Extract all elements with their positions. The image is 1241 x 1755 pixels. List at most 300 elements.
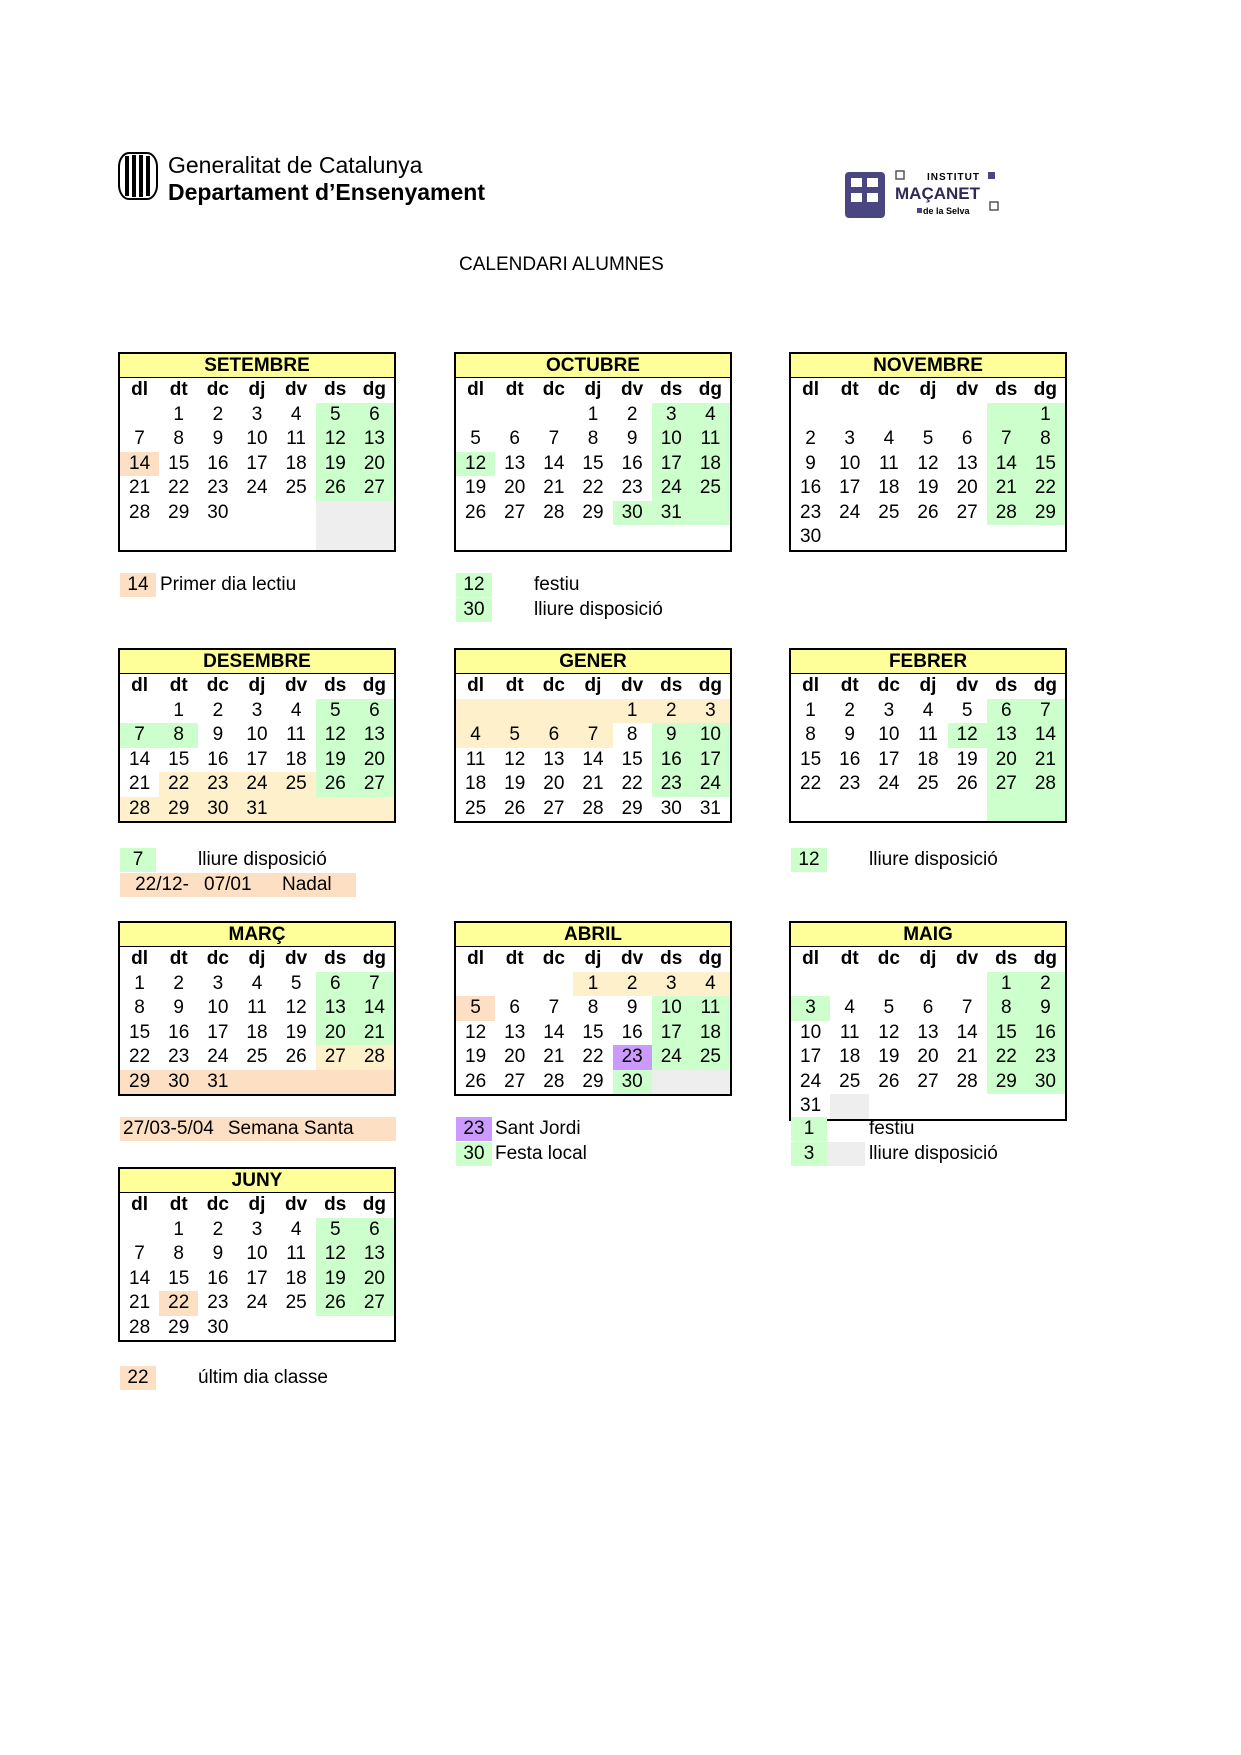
legend-swatch: 30	[456, 1142, 492, 1166]
legend-free-day	[456, 598, 663, 622]
weekday-header: ds	[660, 379, 683, 400]
day-cell: 18	[285, 1267, 307, 1289]
day-cell: 10	[652, 996, 691, 1021]
day-cell: 17	[207, 1021, 229, 1043]
day-cell: 8	[587, 997, 599, 1018]
day-cell: 12	[285, 997, 307, 1018]
day-cell: 21	[355, 1021, 394, 1046]
empty-cell	[355, 525, 394, 550]
day-cell: 24	[246, 477, 268, 498]
legend-swatch: 30	[456, 598, 492, 622]
day-cell: 27	[917, 1070, 939, 1092]
day-cell: 16	[1026, 1021, 1065, 1046]
weekday-header: dc	[877, 675, 900, 696]
day-cell: 20	[504, 1046, 526, 1067]
legend-free-day	[791, 1142, 998, 1166]
day-cell: 10	[800, 1021, 822, 1043]
institute-town: de la Selva	[923, 206, 970, 216]
legend-swatch: 14	[120, 573, 156, 597]
day-cell: 16	[839, 748, 861, 770]
day-cell: 25	[465, 797, 487, 819]
legend-swatch-blank	[827, 1142, 865, 1166]
day-cell: 14	[987, 452, 1026, 477]
day-cell: 10	[246, 1243, 268, 1264]
month-grid	[120, 1193, 394, 1340]
day-cell: 23	[168, 1046, 190, 1067]
day-cell: 12	[917, 452, 939, 474]
weekday-header: ds	[660, 948, 683, 969]
day-cell: 11	[691, 996, 730, 1021]
weekday-header: dt	[505, 948, 524, 969]
legend-easter	[120, 1117, 396, 1141]
day-cell: 1	[134, 972, 145, 994]
day-cell: 29	[582, 1070, 604, 1092]
weekday-header: dj	[248, 675, 266, 696]
month-grid	[120, 947, 394, 1094]
legend-local-holiday	[456, 1142, 587, 1166]
generalitat-emblem-icon	[118, 152, 158, 200]
day-cell: 14	[582, 748, 604, 770]
empty-cell	[316, 525, 355, 550]
day-cell: 28	[956, 1070, 978, 1092]
day-cell: 3	[883, 699, 895, 721]
day-cell: 5	[495, 723, 534, 748]
month-grid	[120, 378, 394, 550]
weekday-header: dg	[362, 379, 387, 400]
day-cell: 13	[543, 748, 565, 770]
weekday-header: dg	[698, 675, 723, 696]
legend-swatch: 22	[120, 1366, 156, 1390]
day-cell: 29	[987, 1070, 1026, 1095]
day-cell: 19	[878, 1046, 900, 1067]
empty-cell	[237, 525, 276, 550]
day-cell: 17	[246, 1267, 268, 1289]
day-cell: 19	[316, 1267, 355, 1292]
day-cell: 26	[917, 501, 939, 523]
day-cell: 24	[246, 1292, 268, 1313]
day-cell: 17	[652, 452, 691, 477]
day-cell: 17	[246, 748, 268, 770]
day-cell: 15	[621, 748, 643, 770]
weekday-header: dg	[1033, 675, 1058, 696]
legend-label: festiu	[869, 1118, 915, 1139]
legend-label: lliure disposició	[198, 849, 327, 870]
day-cell: 16	[207, 452, 229, 474]
day-cell: 8	[173, 428, 184, 449]
empty-cell	[495, 403, 534, 428]
day-cell: 6	[355, 1218, 394, 1243]
weekday-header: dl	[131, 1194, 149, 1215]
day-cell: 26	[465, 1070, 487, 1092]
weekday-header: dt	[505, 675, 524, 696]
day-cell: 6	[922, 997, 934, 1018]
empty-cell	[495, 972, 534, 997]
day-cell: 18	[917, 748, 939, 770]
empty-cell	[316, 1070, 355, 1095]
day-cell: 22	[129, 1046, 151, 1067]
day-cell: 26	[465, 501, 487, 523]
day-cell: 19	[465, 477, 487, 498]
month-name: MAIG	[791, 923, 1065, 947]
empty-cell	[355, 797, 394, 822]
weekday-header: dt	[169, 675, 188, 696]
month-name: SETEMBRE	[120, 354, 394, 378]
day-cell: 28	[120, 797, 159, 822]
weekday-header: dj	[919, 379, 937, 400]
legend-holiday	[791, 1117, 914, 1141]
day-cell: 13	[355, 1242, 394, 1267]
day-cell: 31	[198, 1070, 237, 1095]
month-grid	[120, 674, 394, 821]
month-name: NOVEMBRE	[791, 354, 1065, 378]
day-cell: 24	[652, 476, 691, 501]
day-cell: 11	[878, 452, 899, 474]
day-cell: 26	[316, 476, 355, 501]
empty-cell	[534, 525, 573, 550]
day-cell: 28	[543, 1070, 565, 1092]
day-cell: 6	[961, 428, 973, 449]
day-cell: 9	[652, 723, 691, 748]
day-cell: 23	[839, 773, 861, 794]
day-cell: 19	[316, 452, 355, 477]
legend-label: últim dia classe	[198, 1367, 328, 1388]
day-cell: 5	[316, 699, 355, 724]
day-cell: 19	[285, 1021, 307, 1043]
empty-cell	[120, 699, 159, 724]
empty-cell	[456, 525, 495, 550]
month-name: JUNY	[120, 1169, 394, 1193]
day-cell: 1	[805, 699, 816, 721]
weekday-header: dt	[169, 1194, 188, 1215]
empty-cell	[948, 797, 987, 822]
day-cell: 15	[168, 452, 190, 474]
day-cell: 18	[691, 1021, 730, 1046]
day-cell: 2	[805, 428, 816, 449]
day-cell: 21	[987, 476, 1026, 501]
weekday-header: dv	[285, 948, 308, 969]
day-cell: 29	[168, 1316, 190, 1338]
weekday-header: ds	[660, 675, 683, 696]
weekday-header: dv	[621, 948, 644, 969]
day-cell: 15	[168, 1267, 190, 1289]
empty-cell	[948, 1094, 987, 1119]
day-cell: 30	[207, 1316, 229, 1338]
legend-swatch-end: 07/01	[204, 874, 252, 895]
day-cell: 19	[316, 748, 355, 773]
weekday-header: dv	[621, 675, 644, 696]
day-cell: 8	[173, 1243, 184, 1264]
weekday-header: dc	[542, 379, 565, 400]
day-cell: 22	[987, 1045, 1026, 1070]
day-cell: 26	[956, 773, 978, 794]
month-name: GENER	[456, 650, 730, 674]
day-cell: 27	[355, 1291, 394, 1316]
weekday-header: dj	[248, 1194, 266, 1215]
day-cell: 10	[246, 724, 268, 745]
day-cell: 28	[582, 797, 604, 819]
empty-cell	[277, 1070, 316, 1095]
day-cell: 16	[800, 477, 822, 498]
weekday-header: dl	[802, 948, 820, 969]
legend-free-day	[120, 848, 327, 872]
day-cell: 4	[883, 428, 895, 449]
empty-cell	[1026, 1094, 1065, 1119]
day-cell: 18	[246, 1021, 268, 1043]
weekday-header: ds	[995, 948, 1018, 969]
day-cell: 6	[987, 699, 1026, 724]
day-cell: 12	[878, 1021, 900, 1043]
day-cell: 3	[212, 972, 224, 994]
day-cell: 9	[212, 724, 224, 745]
month-maig	[789, 921, 1067, 1121]
day-cell: 3	[791, 996, 830, 1021]
day-cell: 1	[173, 699, 184, 721]
day-cell: 21	[582, 773, 604, 794]
day-cell: 27	[504, 501, 526, 523]
empty-cell	[869, 403, 908, 428]
generalitat-name: Generalitat de Catalunya	[168, 152, 423, 178]
day-cell: 5	[961, 699, 973, 721]
day-cell: 2	[626, 403, 638, 425]
weekday-header: dj	[919, 948, 937, 969]
empty-cell	[159, 525, 198, 550]
day-cell: 9	[805, 452, 816, 474]
day-cell: 5	[290, 972, 302, 994]
day-cell: 4	[844, 997, 855, 1018]
empty-cell	[948, 972, 987, 997]
weekday-header: dv	[956, 948, 979, 969]
month-name: ABRIL	[456, 923, 730, 947]
day-cell: 18	[465, 773, 487, 794]
day-cell: 20	[543, 773, 565, 794]
generalitat-logo	[118, 152, 485, 208]
day-cell: 1	[587, 403, 599, 425]
empty-cell	[198, 525, 237, 550]
weekday-header: dc	[206, 1194, 229, 1215]
weekday-header: dl	[131, 379, 149, 400]
day-cell: 30	[159, 1070, 198, 1095]
legend-label: Sant Jordi	[495, 1118, 581, 1139]
day-cell: 20	[504, 477, 526, 498]
legend-swatch: 23	[456, 1117, 492, 1141]
day-cell: 3	[652, 972, 691, 997]
day-cell: 17	[246, 452, 268, 474]
empty-cell	[316, 797, 355, 822]
day-cell: 19	[504, 773, 526, 794]
day-cell: 24	[800, 1070, 822, 1092]
day-cell: 7	[134, 1243, 145, 1264]
day-cell: 1	[173, 1218, 184, 1240]
day-cell: 8	[1026, 427, 1065, 452]
institute-label: INSTITUT	[927, 172, 980, 183]
empty-cell	[691, 1070, 730, 1095]
day-cell: 25	[277, 772, 316, 797]
weekday-header: dg	[698, 379, 723, 400]
legend-label: lliure disposició	[534, 599, 663, 620]
day-cell: 26	[504, 797, 526, 819]
empty-cell	[830, 972, 869, 997]
month-setembre	[118, 352, 396, 552]
month-name: OCTUBRE	[456, 354, 730, 378]
legend-label: lliure disposició	[869, 849, 998, 870]
day-cell: 27	[956, 501, 978, 523]
day-cell: 12	[316, 1242, 355, 1267]
day-cell: 29	[120, 1070, 159, 1095]
day-cell: 9	[1026, 996, 1065, 1021]
day-cell: 22	[582, 1046, 604, 1067]
weekday-header: dt	[169, 948, 188, 969]
legend-label: Semana Santa	[227, 1118, 354, 1139]
day-cell: 25	[691, 1045, 730, 1070]
empty-cell	[277, 525, 316, 550]
day-cell: 14	[543, 1021, 565, 1043]
day-cell: 30	[613, 1070, 652, 1095]
day-cell: 14	[129, 1267, 151, 1289]
day-cell: 16	[621, 452, 643, 474]
day-cell: 5	[316, 1218, 355, 1243]
day-cell: 8	[805, 724, 816, 745]
weekday-header: dj	[584, 675, 602, 696]
day-cell: 10	[207, 997, 229, 1018]
day-cell: 14	[120, 452, 159, 477]
day-cell: 28	[1026, 772, 1065, 797]
day-cell: 12	[316, 427, 355, 452]
day-cell: 13	[355, 723, 394, 748]
day-cell: 26	[285, 1046, 307, 1067]
day-cell: 2	[173, 972, 184, 994]
day-cell: 14	[956, 1021, 978, 1043]
day-cell: 31	[237, 797, 276, 822]
day-cell: 7	[573, 723, 612, 748]
day-cell: 30	[198, 797, 237, 822]
empty-cell	[277, 1316, 316, 1341]
day-cell: 18	[691, 452, 730, 477]
month-grid	[791, 378, 1065, 550]
empty-cell	[456, 699, 495, 724]
weekday-header: dj	[584, 948, 602, 969]
month-grid	[791, 947, 1065, 1119]
day-cell: 4	[691, 403, 730, 428]
empty-cell	[355, 1316, 394, 1341]
empty-cell	[495, 525, 534, 550]
day-cell: 4	[290, 1218, 302, 1240]
day-cell: 20	[355, 452, 394, 477]
weekday-header: dc	[206, 675, 229, 696]
day-cell: 16	[652, 748, 691, 773]
day-cell: 23	[800, 501, 822, 523]
weekday-header: dv	[956, 379, 979, 400]
weekday-header: dg	[1033, 948, 1058, 969]
day-cell: 6	[509, 428, 520, 449]
empty-cell	[869, 525, 908, 550]
legend-label: lliure disposició	[869, 1143, 998, 1164]
day-cell: 21	[129, 1292, 151, 1313]
empty-cell	[691, 501, 730, 526]
weekday-header: dt	[505, 379, 524, 400]
empty-cell	[908, 403, 947, 428]
month-grid	[456, 378, 730, 550]
day-cell: 2	[1026, 972, 1065, 997]
day-cell: 26	[316, 772, 355, 797]
day-cell: 6	[355, 699, 394, 724]
day-cell: 4	[691, 972, 730, 997]
day-cell: 5	[883, 997, 895, 1018]
day-cell: 4	[922, 699, 934, 721]
day-cell: 3	[251, 699, 263, 721]
day-cell: 11	[839, 1021, 860, 1043]
day-cell: 8	[159, 723, 198, 748]
day-cell: 7	[548, 428, 560, 449]
day-cell: 9	[212, 1243, 224, 1264]
day-cell: 1	[987, 972, 1026, 997]
empty-cell	[908, 797, 947, 822]
day-cell: 6	[355, 403, 394, 428]
empty-cell	[791, 972, 830, 997]
day-cell: 3	[691, 699, 730, 724]
legend-label: festiu	[534, 574, 580, 595]
day-cell: 10	[878, 724, 900, 745]
month-name: MARÇ	[120, 923, 394, 947]
empty-cell	[987, 1094, 1026, 1119]
institute-name: MAÇANET	[895, 184, 980, 203]
day-cell: 5	[316, 403, 355, 428]
day-cell: 9	[626, 997, 638, 1018]
empty-cell	[120, 1218, 159, 1243]
weekday-header: dj	[584, 379, 602, 400]
weekday-header: dj	[248, 379, 266, 400]
day-cell: 14	[1026, 723, 1065, 748]
day-cell: 8	[987, 996, 1026, 1021]
day-cell: 8	[134, 997, 145, 1018]
day-cell: 13	[956, 452, 978, 474]
day-cell: 27	[316, 1045, 355, 1070]
day-cell: 27	[355, 772, 394, 797]
day-cell: 13	[987, 723, 1026, 748]
day-cell: 16	[621, 1021, 643, 1043]
day-cell: 17	[691, 748, 730, 773]
day-cell: 31	[800, 1095, 822, 1116]
month-novembre	[789, 352, 1067, 552]
day-cell: 11	[691, 427, 730, 452]
day-cell: 2	[212, 1218, 224, 1240]
day-cell: 3	[652, 403, 691, 428]
day-cell: 13	[504, 1021, 526, 1043]
day-cell: 22	[168, 477, 190, 498]
institute-logo	[845, 166, 1045, 224]
day-cell: 31	[652, 501, 691, 526]
weekday-header: dv	[956, 675, 979, 696]
day-cell: 17	[839, 477, 861, 498]
month-desembre	[118, 648, 396, 823]
day-cell: 22	[621, 773, 643, 794]
day-cell: 21	[543, 1046, 565, 1067]
day-cell: 9	[626, 428, 638, 449]
day-cell: 10	[839, 452, 861, 474]
empty-cell	[987, 797, 1026, 822]
day-cell: 13	[917, 1021, 939, 1043]
day-cell: 15	[800, 748, 822, 770]
empty-cell	[495, 699, 534, 724]
empty-cell	[830, 525, 869, 550]
weekday-header: ds	[324, 948, 347, 969]
legend-label: Festa local	[495, 1143, 587, 1164]
day-cell: 25	[691, 476, 730, 501]
day-cell: 3	[251, 1218, 263, 1240]
day-cell: 6	[534, 723, 573, 748]
empty-cell	[277, 501, 316, 526]
month-grid	[456, 947, 730, 1094]
empty-cell	[456, 403, 495, 428]
